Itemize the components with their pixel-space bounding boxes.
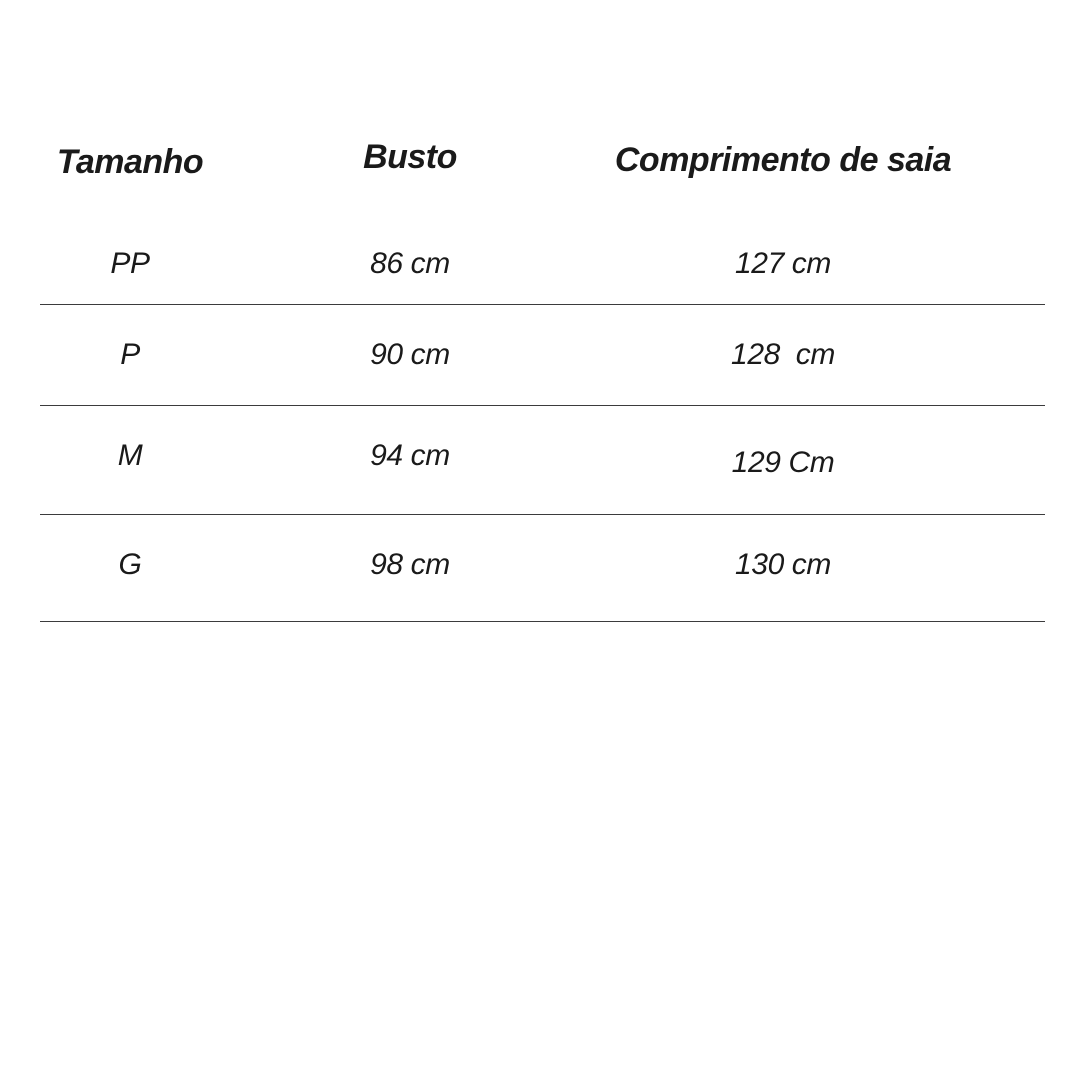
table-row (40, 200, 1045, 305)
table-row (40, 305, 1045, 406)
bust-cell: 94 cm (370, 439, 450, 472)
skirt-length-cell: 128 cm (731, 338, 835, 371)
size-cell: P (120, 338, 140, 371)
table-header-row (40, 120, 1045, 200)
bust-cell: 86 cm (370, 246, 450, 280)
size-cell: PP (110, 246, 150, 280)
column-header-skirt-length: Comprimento de saia (614, 140, 952, 179)
table-row (40, 406, 1045, 515)
skirt-length-cell: 130 cm (735, 547, 831, 581)
size-cell: M (117, 439, 143, 472)
bust-cell: 98 cm (370, 547, 450, 581)
column-header-size: Tamanho (56, 142, 204, 181)
bust-cell: 90 cm (370, 338, 450, 371)
skirt-length-cell: 129 Cm (731, 446, 835, 479)
table-row (40, 515, 1045, 622)
column-header-bust: Busto (363, 137, 457, 176)
size-cell: G (118, 547, 142, 581)
size-chart-table (40, 120, 1045, 622)
skirt-length-cell: 127 cm (735, 246, 831, 280)
